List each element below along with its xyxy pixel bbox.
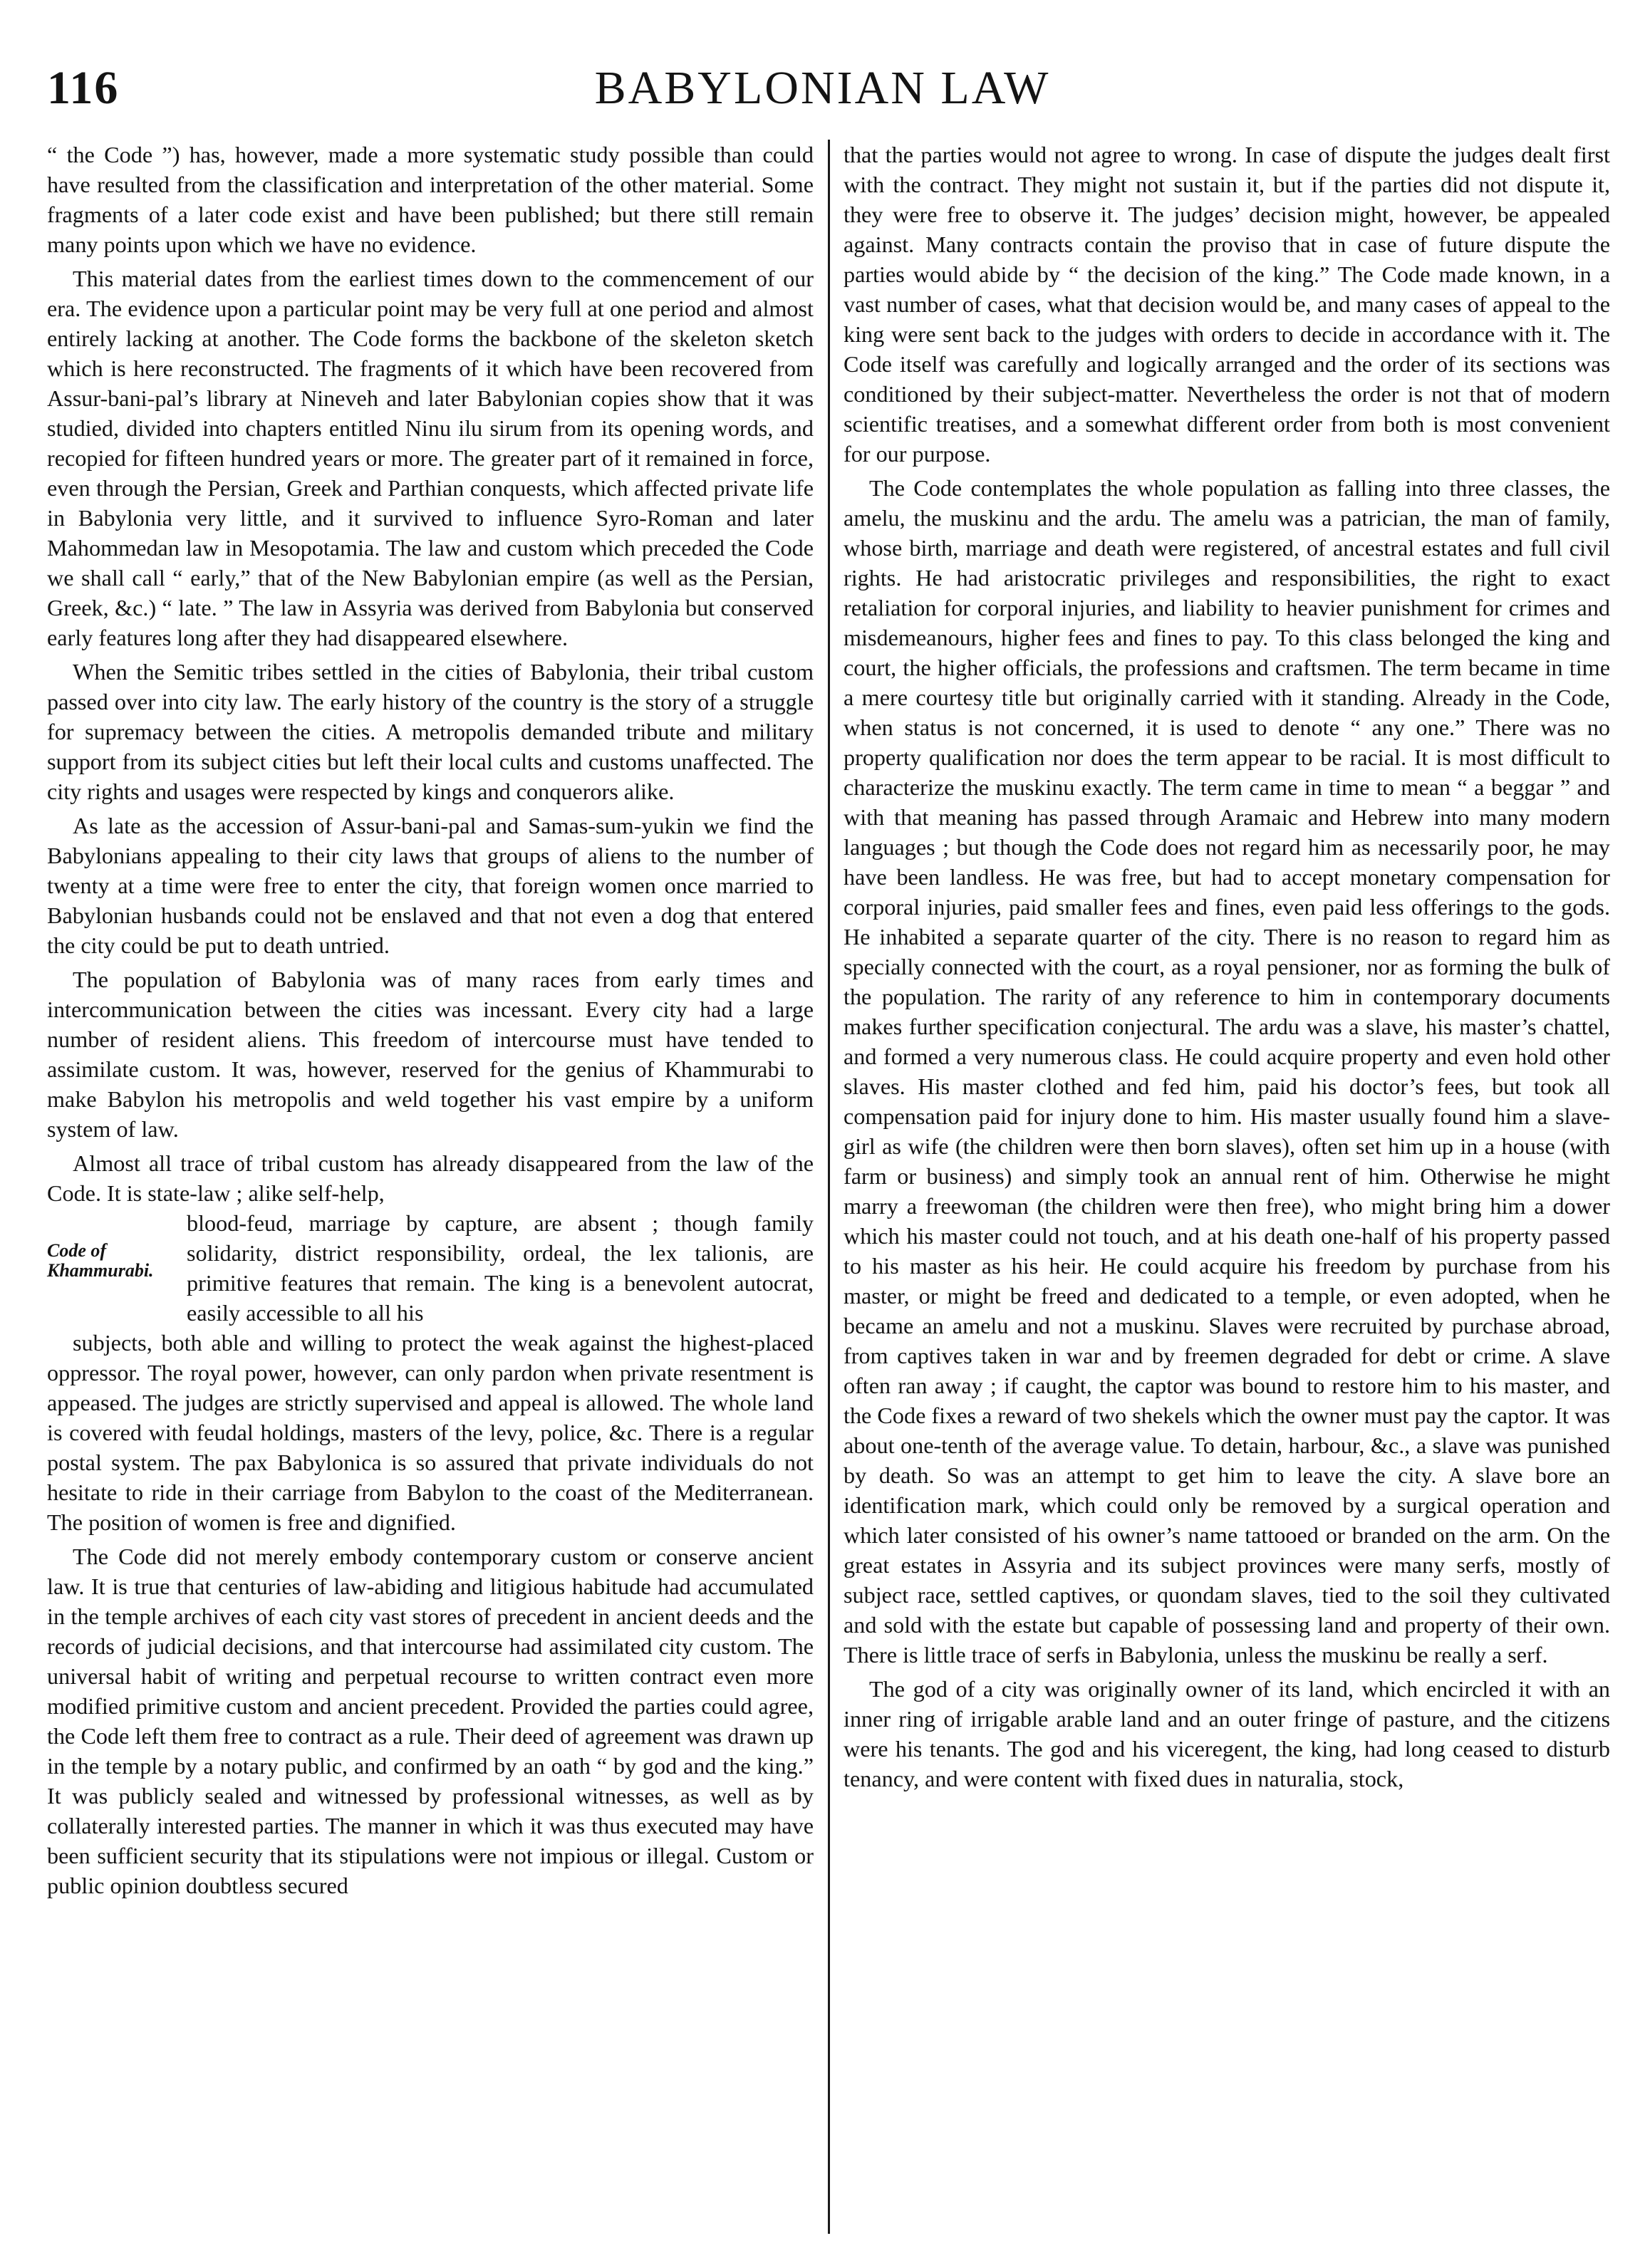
paragraph: When the Semitic tribes settled in the cities of Babylonia, their tribal custom passed over into city law. The early history of the country is the story of a struggle for supremacy between the cities. A metropolis demanded tribute and military support from its subject cities but left their local cults and customs unaffected. The city rights and usages were respected by kings and conquerors alike. <box>47 659 814 804</box>
left-column <box>47 140 814 1905</box>
sidenote-row <box>47 1208 814 1328</box>
column-divider <box>828 140 830 2234</box>
paragraph: The population of Babylonia was of many races from early times and intercommunication between the cities was incessant. Every city had a large number of resident aliens. This freedom of intercourse must have tended to assimilate custom. It was, however, reserved for the genius of Khammurabi to make Babylon his metropolis and weld together his vast empire by a uniform system of law. <box>47 967 814 1142</box>
running-head: BABYLONIAN LAW <box>594 62 1051 114</box>
paragraph: As late as the accession of Assur-bani-pal and Samas-sum-yukin we find the Babylonians appealing to their city laws that groups of aliens to the number of twenty at a time were free to enter the city, that foreign women once married to Babylonian husbands could not be enslaved and that not even a dog that entered the city could be put to death untried. <box>47 813 814 958</box>
paragraph: This material dates from the earliest times down to the commencement of our era. The evidence upon a particular point may be very full at one period and almost entirely lacking at another. The Code forms the backbone of the skeleton sketch which is here reconstructed. The fragments of it which have been recovered from Assur-bani-pal’s library at Nineveh and later Babylonian copies show that it was studied, divided into chapters entitled Ninu ilu sirum from its opening words, and recopied for fifteen hundred years or more. The greater part of it remained in force, even through the Persian, Greek and Parthian conquests, which affected private life in Babylonia very little, and it survived to influence Syro-Roman and later Mahommedan law in Mesopotamia. The law and custom which preceded the Code we shall call “ early,” that of the New Babylonian empire (as well as the Persian, Greek, &c.) “ late. ” The law in Assyria was derived from Babylonia but conserved early features long after they had disappeared elsewhere. <box>47 266 814 650</box>
paragraph: The god of a city was originally owner of its land, which encircled it with an inner ring of irrigable arable land and an outer fringe of pasture, and the citizens were his tenants. The god and his viceregent, the king, had long ceased to disturb tenancy, and were content with fixed dues in naturalia, stock, <box>844 1676 1610 1791</box>
right-column <box>844 140 1610 1798</box>
paragraph: The Code contemplates the whole population as falling into three classes, the amelu, the muskinu and the ardu. The amelu was a patrician, the man of family, whose birth, marriage and death were registered, of ancestral estates and full civil rights. He had aristocratic privileges and responsibilities, the right to exact retaliation for corporal injuries, and liability to heavier punishment for crimes and misdemeanours, higher fees and fines to pay. To this class belonged the king and court, the higher officials, the professions and craftsmen. The term became in time a mere courtesy title but originally carried with it standing. Already in the Code, when status is not concerned, it is used to denote “ any one.” There was no property qualification nor does the term appear to be racial. It is most difficult to characterize the muskinu exactly. The term came in time to mean “ a beggar ” and with that meaning has passed through Aramaic and Hebrew into many modern languages ; but though the Code does not regard him as necessarily poor, he may have been landless. He was free, but had to accept monetary compensation for corporal injuries, paid smaller fees and fines, even paid less offerings to the gods. He inhabited a separate quarter of the city. There is no reason to regard him as specially connected with the court, as a royal pensioner, nor as forming the bulk of the population. The rarity of any reference to him in contemporary documents makes further specification conjectural. The ardu was a slave, his master’s chattel, and formed a very numerous class. He could acquire property and even hold other slaves. His master clothed and fed him, paid his doctor’s fees, but took all compensation paid for injury done to him. His master usually found him a slave-girl as wife (the children were then born slaves), often set him up in a house (with farm or business) and simply took an annual rent of him. Otherwise he might marry a freewoman (the children were then free), who might bring him a dower which his master could not touch, and at his death one-half of his property passed to his master as his heir. He could acquire his freedom by purchase from his master, or might be freed and dedicated to a temple, or even adopted, when he became an amelu and not a muskinu. Slaves were recruited by purchase abroad, from captives taken in war and by freemen degraded for debt or crime. A slave often ran away ; if caught, the captor was bound to restore him to his master, and the Code fixes a reward of two shekels which the owner must pay the captor. It was about one-tenth of the average value. To detain, harbour, &c., a slave was punished by death. So was an attempt to get him to leave the city. A slave bore an identification mark, which could only be removed by a surgical operation and which later consisted of his owner’s name tattooed or branded on the arm. On the great estates in Assyria and its subject provinces were many serfs, mostly of subject race, settled captives, or quondam slaves, tied to the soil they cultivated and sold with the estate but capable of possessing land and property of their own. There is little trace of serfs in Babylonia, unless the muskinu be really a serf. <box>844 475 1610 1668</box>
paragraph: The Code did not merely embody contemporary custom or conserve ancient law. It is true that centuries of law-abiding and litigious habitude had accumulated in the temple archives of each city vast stores of precedent in ancient deeds and the records of judicial decisions, and that intercourse had assimilated city custom. The universal habit of writing and perpetual recourse to written contract even more modified primitive custom and ancient precedent. Provided the parties could agree, the Code left them free to contract as a rule. Their deed of agreement was drawn up in the temple by a notary public, and confirmed by an oath “ by god and the king.” It was publicly sealed and witnessed by professional witnesses, as well as by collaterally interested parties. The manner in which it was thus executed may have been sufficient security that its stipulations were not impious or illegal. Custom or public opinion doubtless secured <box>47 1544 814 1898</box>
page-number: 116 <box>47 62 120 114</box>
paragraph-with-sidenote <box>47 1148 814 1537</box>
paragraph: “ the Code ”) has, however, made a more systematic study possible than could have resulted from the classification and interpretation of the other material. Some fragments of a later code exist and have been published; but there still remain many points upon which we have no evidence. <box>47 142 814 257</box>
marginal-sidenote: Code of Khammurabi. <box>47 1240 154 1281</box>
paragraph-beside-sidenote: blood-feud, marriage by capture, are absent ; though family solidarity, district responsibility, ordeal, the lex talionis, are primitive features that remain. The king is a benevolent autocrat, easily accessible to all his <box>187 1210 814 1326</box>
paragraph-lead: Almost all trace of tribal custom has already disappeared from the law of the Code. It is state-law ; alike self-help, <box>47 1150 814 1206</box>
paragraph: that the parties would not agree to wrong. In case of dispute the judges dealt first with the contract. They might not sustain it, but if the parties did not dispute it, they were free to observe it. The judges’ decision might, however, be appealed against. Many contracts contain the proviso that in case of future dispute the parties would abide by “ the decision of the king.” The Code made known, in a vast number of cases, what that decision would be, and many cases of appeal to the king were sent back to the judges with orders to decide in accordance with it. The Code itself was carefully and logically arranged and the order of its sections was conditioned by their subject-matter. Nevertheless the order is not that of modern scientific treatises, and a somewhat different order from both is most convenient for our purpose. <box>844 142 1610 467</box>
paragraph-tail: subjects, both able and willing to protect the weak against the highest-placed oppressor. The royal power, however, can only pardon when private resentment is appeased. The judges are strictly supervised and appeal is allowed. The whole land is covered with feudal holdings, masters of the levy, police, &c. There is a regular postal system. The pax Babylonica is so assured that private individuals do not hesitate to ride in their carriage from Babylon to the coast of the Mediterranean. The position of women is free and dignified. <box>47 1330 814 1535</box>
